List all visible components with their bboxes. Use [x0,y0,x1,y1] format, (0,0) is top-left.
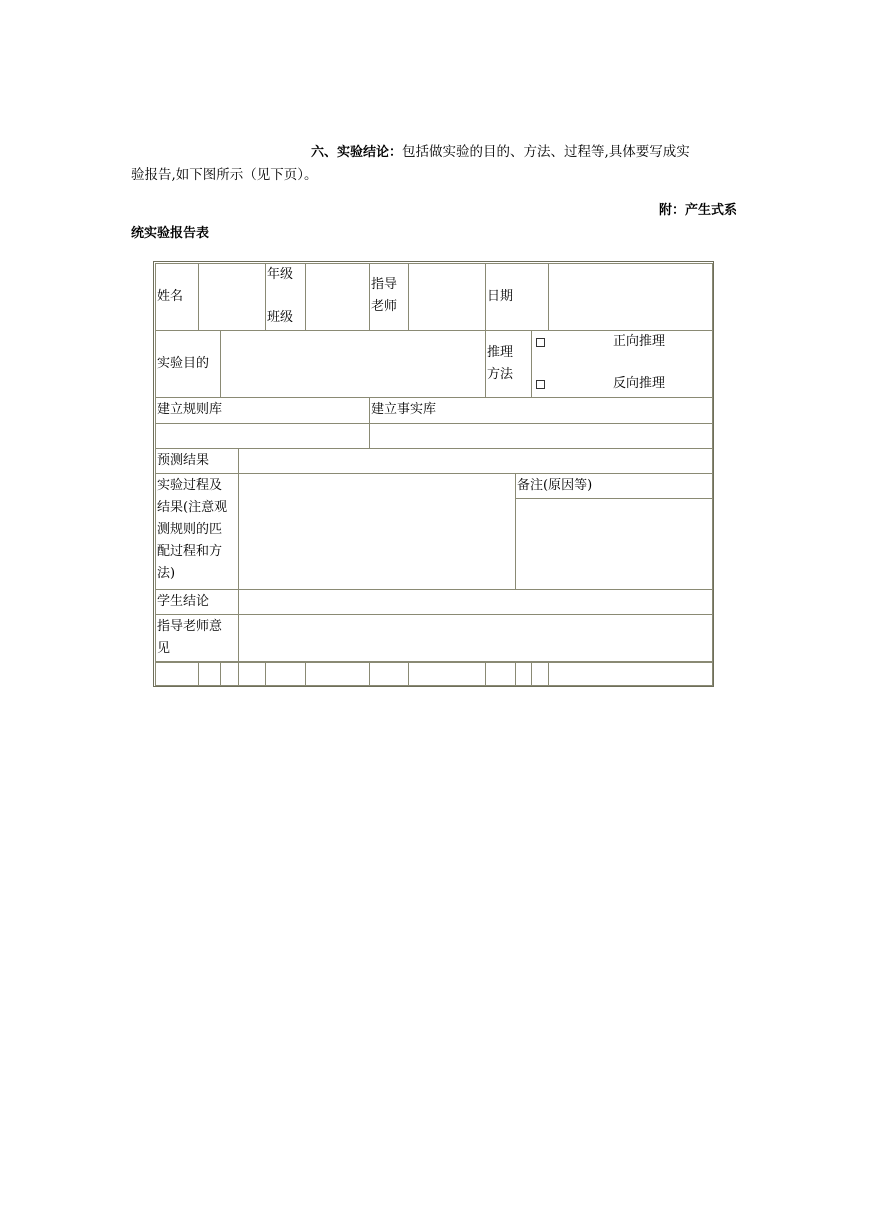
backward-label: 反向推理 [613,376,666,391]
conclusion-label: 学生结论 [157,594,210,609]
spacer-cell [548,662,713,686]
advisor-opinion-label-2: 见 [157,641,171,656]
process-label-4: 配过程和方 [157,544,223,559]
spacer-cell [265,662,306,686]
remarks-input-cell[interactable] [515,498,713,590]
fact-base-input-cell[interactable] [369,423,713,449]
fact-base-label: 建立事实库 [371,402,437,417]
class-label: 班级 [267,310,294,325]
rule-base-label-cell [155,397,370,424]
spacer-cell [531,662,549,686]
advisor-opinion-label-1: 指导老师意 [157,619,223,634]
prediction-label-cell [155,448,239,474]
section-heading: 六、实验结论： [311,145,403,160]
forward-label: 正向推理 [613,334,666,349]
backward-checkbox[interactable] [536,380,545,389]
date-label-cell [485,263,549,331]
method-options-cell [531,330,713,398]
process-label-cell [155,473,239,590]
method-label-2: 方法 [487,367,514,382]
section-body-line1: 包括做实验的目的、方法、过程等,具体要写成实 [402,144,690,160]
name-label: 姓名 [157,289,184,304]
advisor-opinion-input-cell[interactable] [238,614,713,662]
spacer-cell [369,662,409,686]
date-input-cell[interactable] [548,263,713,331]
purpose-label-cell [155,330,221,398]
date-label: 日期 [487,289,514,304]
fact-base-label-cell [369,397,713,424]
conclusion-input-cell[interactable] [238,589,713,615]
spacer-cell [408,662,486,686]
process-label-2: 结果(注意观 [157,500,228,515]
spacer-cell [155,662,199,686]
remarks-label: 备注(原因等) [517,478,593,493]
advisor-label-2: 老师 [371,299,398,314]
advisor-input-cell[interactable] [408,263,486,331]
advisor-label-cell [369,263,409,331]
method-label-cell [485,330,532,398]
method-label-1: 推理 [487,345,514,360]
appendix-title [131,199,737,245]
grade-class-label-cell [265,263,306,331]
name-input-cell[interactable] [198,263,266,331]
remarks-label-cell [515,473,713,499]
conclusion-paragraph [131,141,737,187]
process-label-3: 测规则的匹 [157,522,223,537]
spacer-cell [198,662,221,686]
grade-label: 年级 [267,267,294,282]
forward-checkbox[interactable] [536,338,545,347]
rule-base-input-cell[interactable] [155,423,370,449]
prediction-label: 预测结果 [157,453,210,468]
section-body-line2: 验报告,如下图所示（见下页）。 [131,167,318,183]
process-label-5: 法) [157,566,176,581]
spacer-cell [485,662,516,686]
purpose-label: 实验目的 [157,356,210,371]
prediction-input-cell[interactable] [238,448,713,474]
spacer-cell [238,662,266,686]
process-label-1: 实验过程及 [157,478,223,493]
conclusion-label-cell [155,589,239,615]
advisor-label-1: 指导 [371,277,398,292]
name-label-cell [155,263,199,331]
spacer-cell [305,662,370,686]
spacer-cell [515,662,532,686]
appendix-title-line2: 统实验报告表 [131,226,210,241]
process-input-cell[interactable] [238,473,516,590]
purpose-input-cell[interactable] [220,330,486,398]
appendix-title-line1: 附：产生式系 [658,203,737,218]
spacer-cell [220,662,239,686]
advisor-opinion-label-cell [155,614,239,662]
grade-class-input-cell[interactable] [305,263,370,331]
rule-base-label: 建立规则库 [157,402,223,417]
